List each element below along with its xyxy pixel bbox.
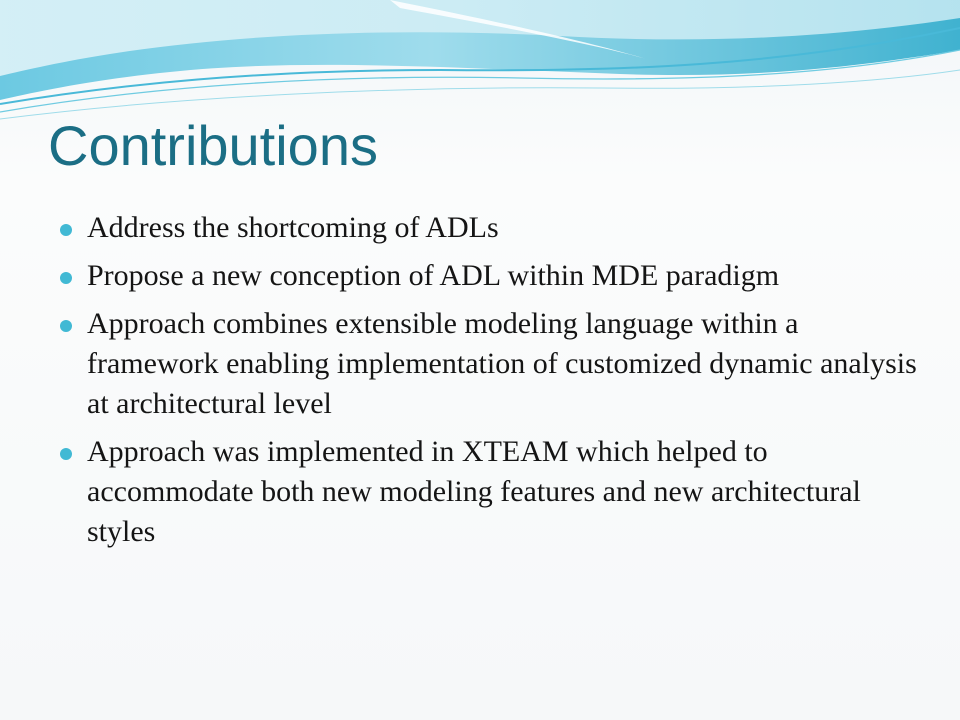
bullet-text: Approach was implemented in XTEAM which helped to accommodate both new modeling features and new architectural styles [87,435,861,548]
bullet-text: Propose a new conception of ADL within MDE paradigm [87,259,780,292]
decorative-wave-header [0,0,960,130]
bullet-marker-icon [60,320,72,332]
bullet-item [60,208,920,248]
bullet-list [60,208,920,560]
bullet-text: Address the shortcoming of ADLs [87,211,499,244]
bullet-marker-icon [60,224,72,236]
bullet-item [60,304,920,424]
bullet-marker-icon [60,272,72,284]
bullet-text: Approach combines extensible modeling language within a framework enabling implementation of customized dynamic analysis at architectural level [87,307,917,420]
bullet-marker-icon [60,448,72,460]
slide-title: Contributions [48,114,378,177]
bullet-item [60,256,920,296]
bullet-item [60,432,920,552]
